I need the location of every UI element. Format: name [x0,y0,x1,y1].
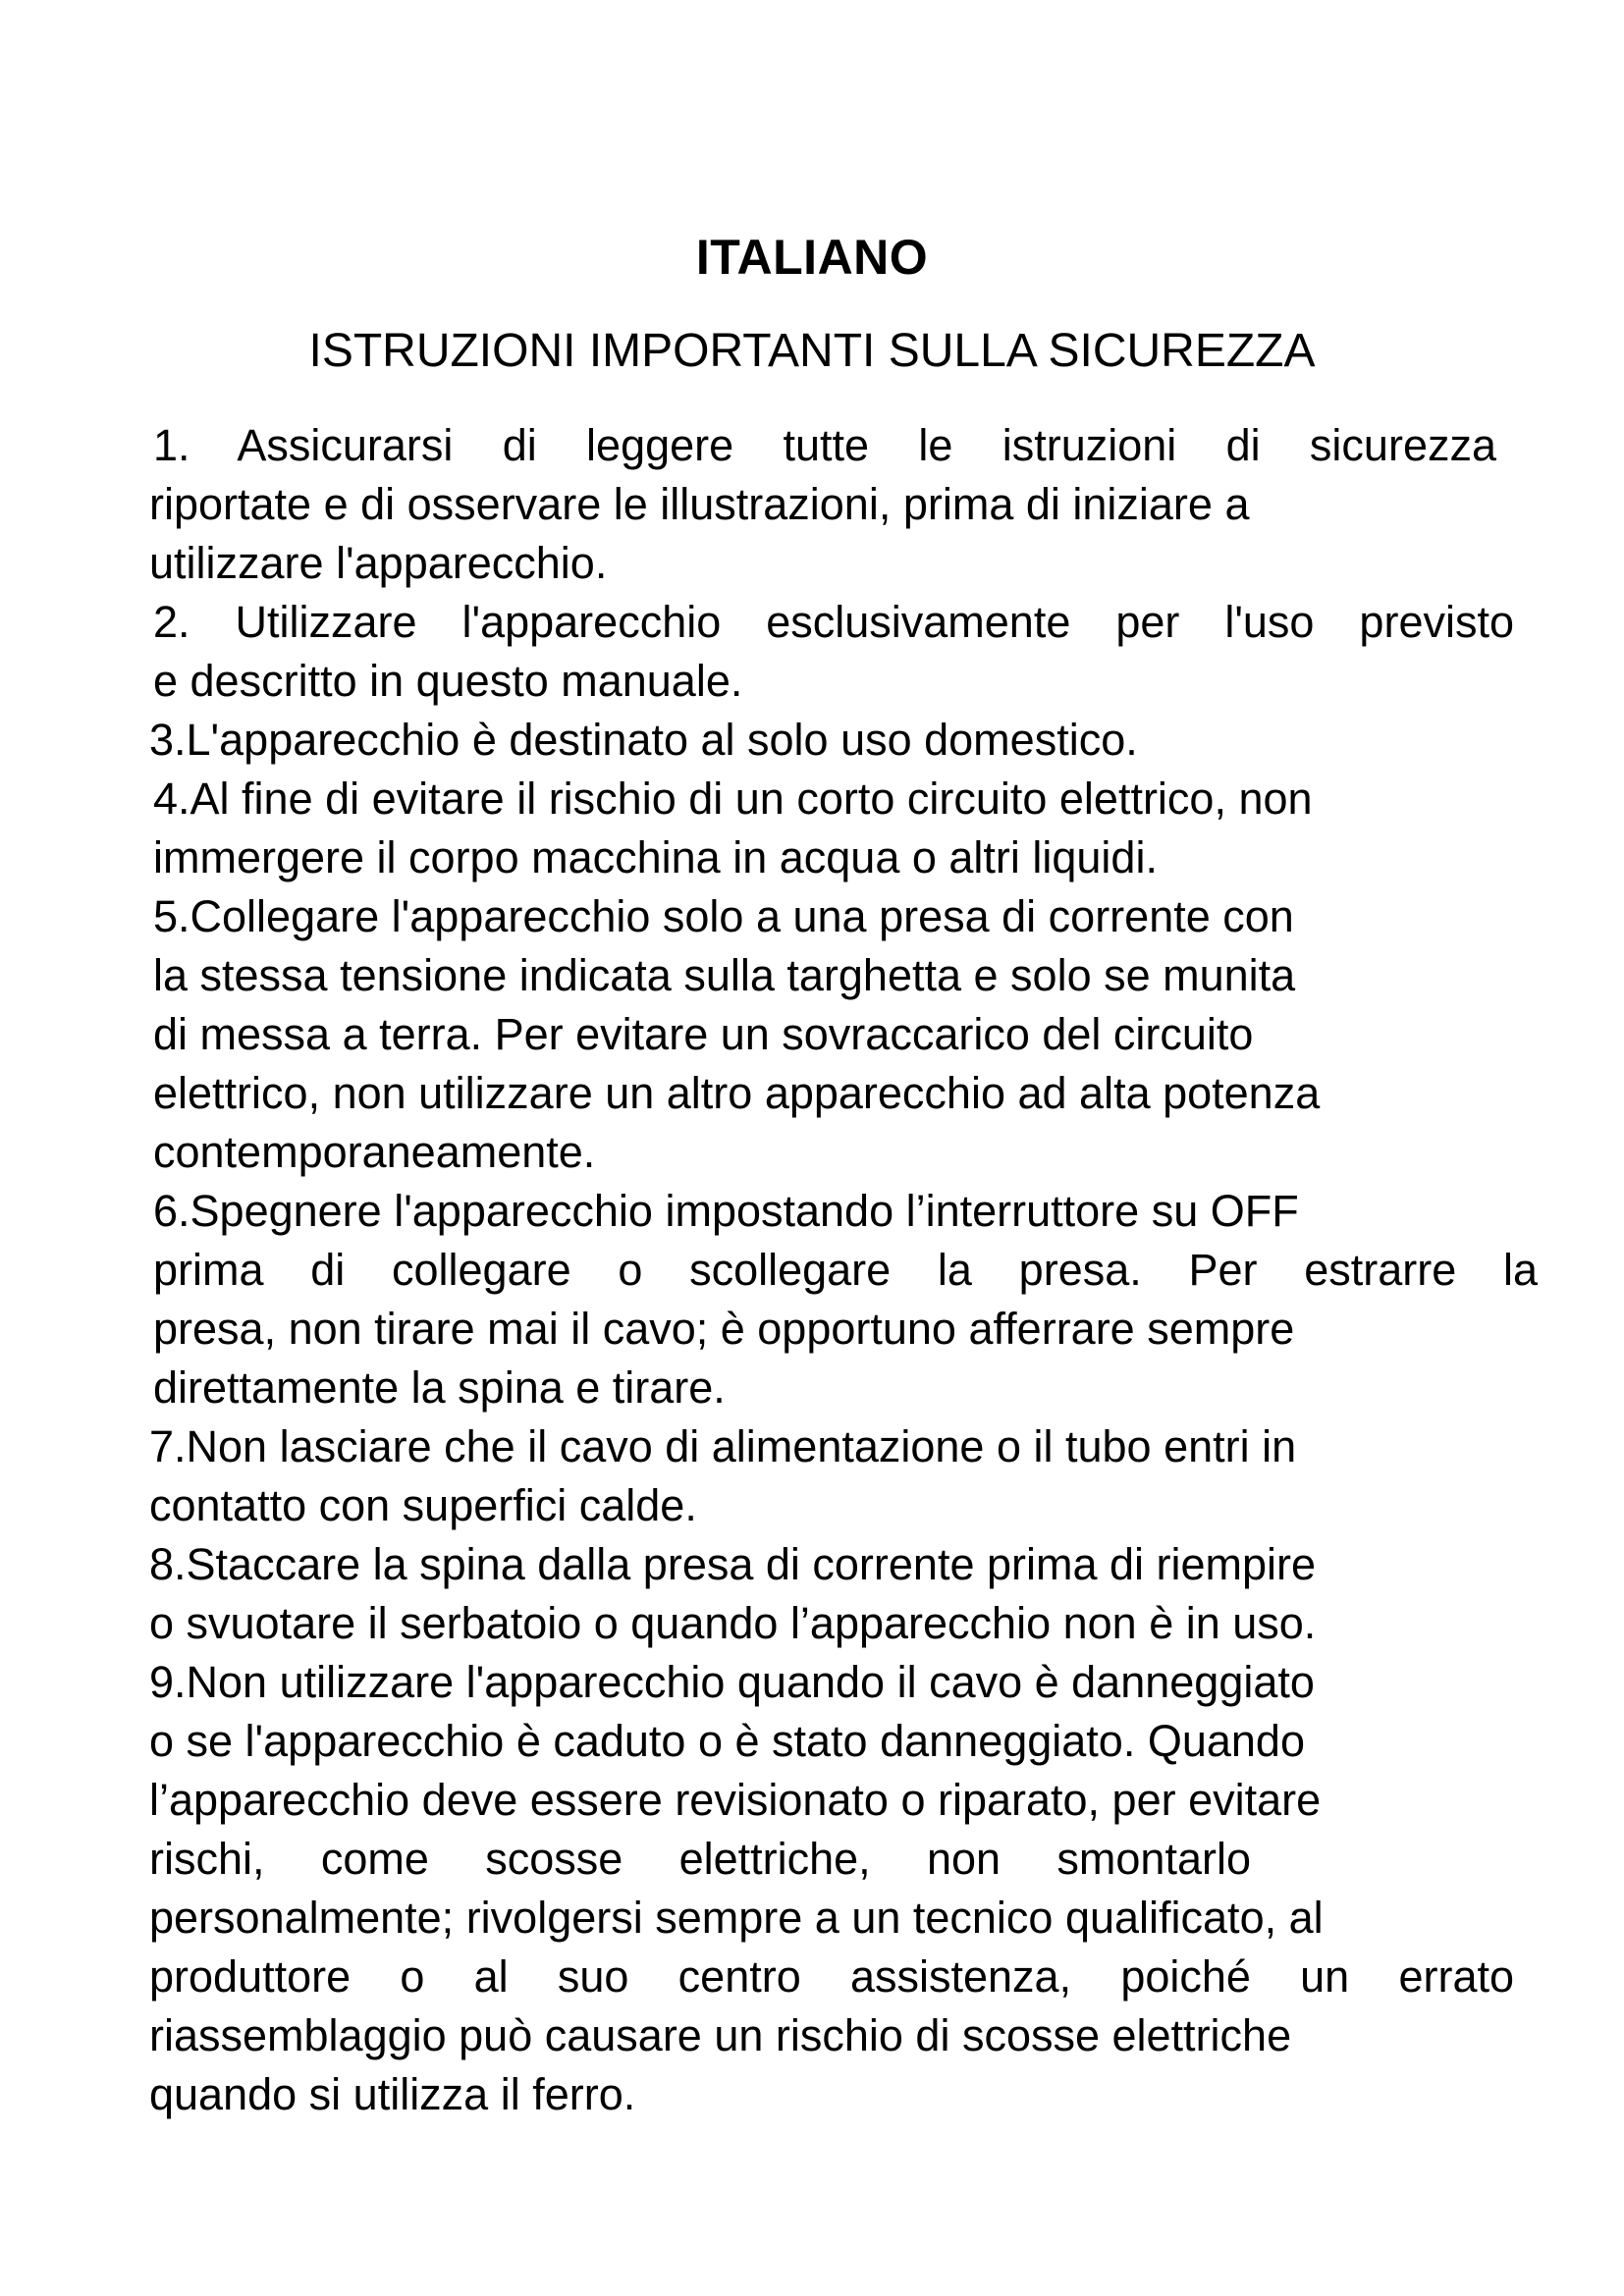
instruction-line: 1. Assicurarsi di leggere tutte le istruzioni di sicurezza [153,420,1496,470]
instruction-line: presa, non tirare mai il cavo; è opportuno afferrare sempre [153,1304,1295,1354]
instruction-line: 7.Non lasciare che il cavo di alimentazione o il tubo entri in [149,1421,1297,1471]
instruction-line: 2. Utilizzare l'apparecchio esclusivamente per l'uso previsto [153,597,1514,647]
instruction-line: di messa a terra. Per evitare un sovraccarico del circuito [153,1009,1254,1059]
instruction-line: utilizzare l'apparecchio. [149,538,608,588]
instruction-line: 6.Spegnere l'apparecchio impostando l’interruttore su OFF [153,1186,1299,1236]
instruction-line: la stessa tensione indicata sulla targhetta e solo se munita [153,950,1296,1000]
instruction-line: produttore o al suo centro assistenza, poiché un errato [149,1951,1514,2002]
section-heading: ISTRUZIONI IMPORTANTI SULLA SICUREZZA [308,325,1316,377]
instruction-line: immergere il corpo macchina in acqua o altri liquidi. [153,832,1158,882]
instruction-line: contatto con superfici calde. [149,1480,697,1530]
instruction-line: 9.Non utilizzare l'apparecchio quando il cavo è danneggiato [149,1657,1315,1707]
safety-instructions-body [149,416,1538,2124]
instruction-line: elettrico, non utilizzare un altro apparecchio ad alta potenza [153,1068,1321,1118]
instruction-line: rischi, come scosse elettriche, non smontarlo [149,1834,1251,1884]
instruction-line: o se l'apparecchio è caduto o è stato danneggiato. Quando [149,1716,1305,1766]
instruction-line: e descritto in questo manuale. [153,656,743,706]
instruction-line: quando si utilizza il ferro. [149,2069,636,2119]
instruction-line: contemporaneamente. [153,1127,596,1177]
instruction-line: riportate e di osservare le illustrazioni, prima di iniziare a [149,479,1250,529]
instruction-line: 5.Collegare l'apparecchio solo a una presa di corrente con [153,891,1294,941]
instruction-line: 8.Staccare la spina dalla presa di corrente prima di riempire [149,1539,1317,1589]
instruction-line: 3.L'apparecchio è destinato al solo uso domestico. [149,715,1138,765]
instruction-line: o svuotare il serbatoio o quando l’apparecchio non è in uso. [149,1598,1317,1648]
instruction-line: direttamente la spina e tirare. [153,1362,726,1413]
language-heading: ITALIANO [695,230,929,285]
instruction-line: prima di collegare o scollegare la presa. Per estrarre la [153,1245,1538,1295]
instruction-line: personalmente; rivolgersi sempre a un tecnico qualificato, al [149,1893,1324,1943]
instruction-line: riassemblaggio può causare un rischio di scosse elettriche [149,2010,1292,2060]
instruction-line: l’apparecchio deve essere revisionato o riparato, per evitare [149,1775,1322,1825]
instruction-line: 4.Al fine di evitare il rischio di un corto circuito elettrico, non [153,774,1313,824]
